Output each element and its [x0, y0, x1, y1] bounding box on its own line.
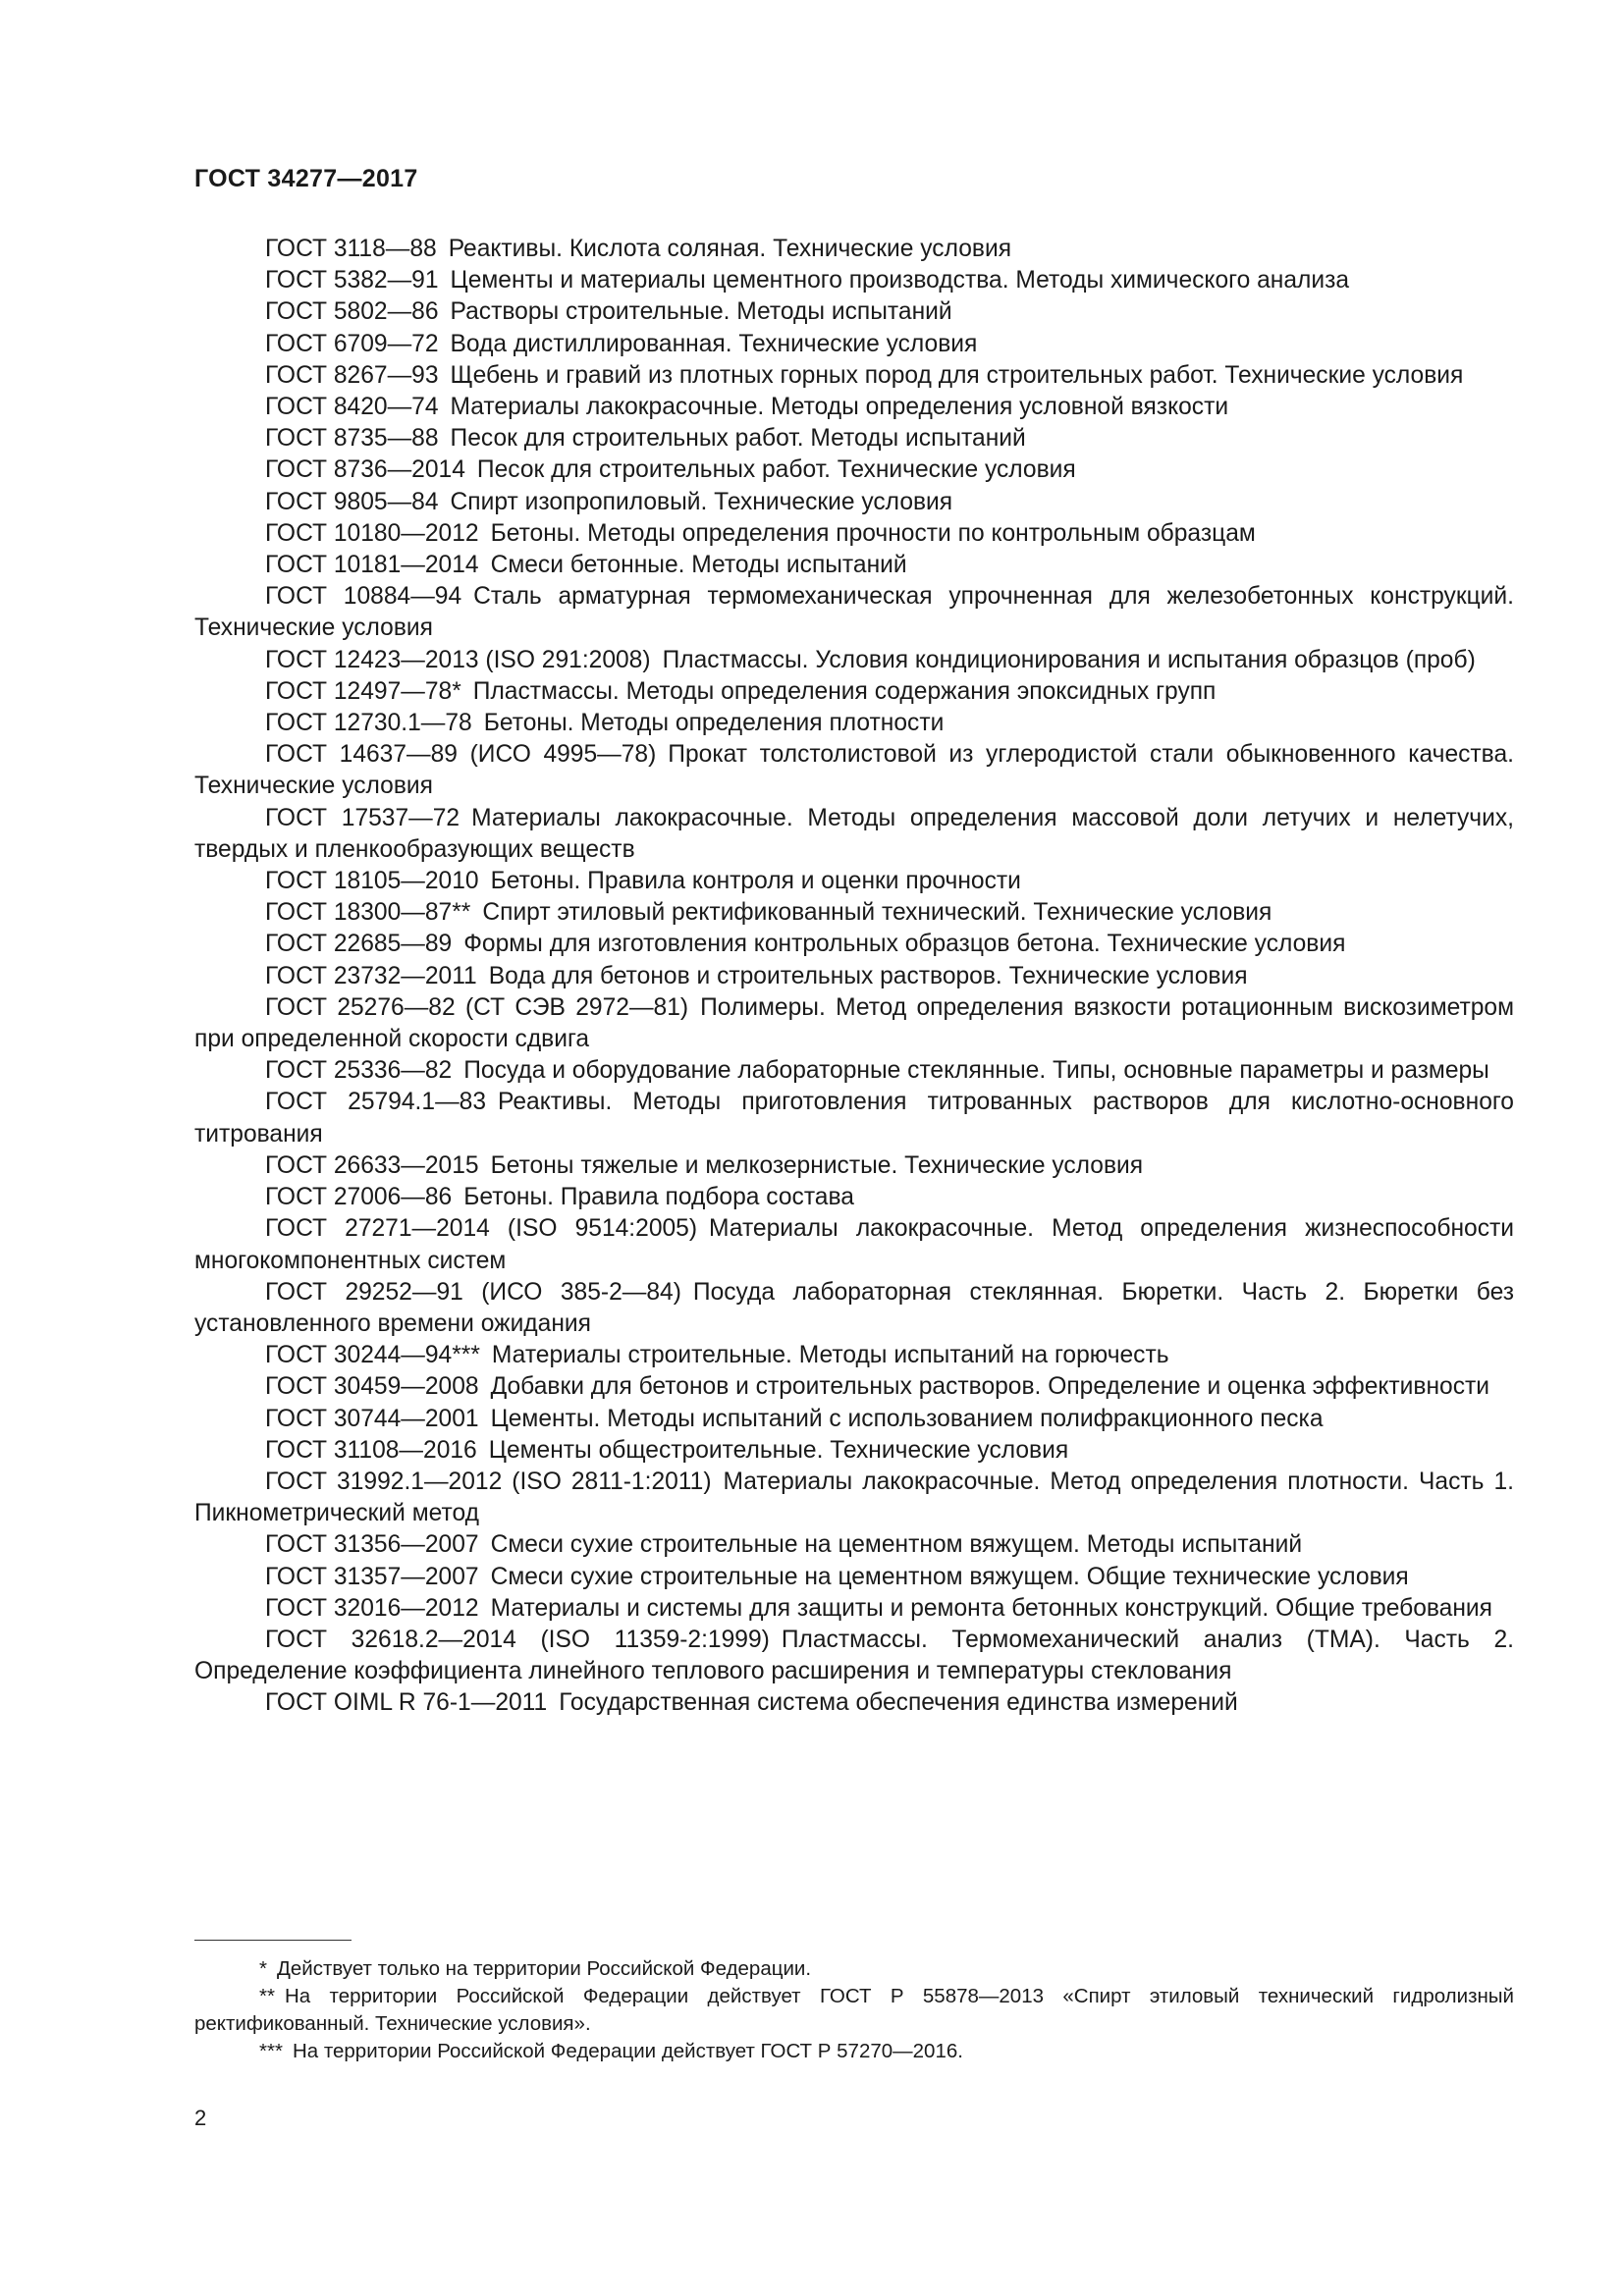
- reference-entry: [194, 550, 1514, 581]
- reference-code: ГОСТ 31356—2007: [265, 1531, 479, 1559]
- reference-title: Сталь арматурная термомеханическая упрочненная для железобетонных конструкций. Технические условия: [194, 583, 1514, 642]
- reference-entry: [194, 487, 1514, 518]
- reference-code: ГОСТ 9805—84: [265, 488, 439, 515]
- reference-title: Вода для бетонов и строительных растворов. Технические условия: [488, 962, 1248, 989]
- reference-code: ГОСТ 25794.1—83: [265, 1089, 487, 1116]
- reference-title: Материалы лакокрасочные. Методы определения массовой доли летучих и нелетучих, твердых и пленкообразующих веществ: [194, 804, 1514, 863]
- reference-code: ГОСТ 8735—88: [265, 425, 439, 453]
- reference-title: Песок для строительных работ. Методы испытаний: [450, 425, 1026, 453]
- reference-title: Прокат толстолистовой из углеродистой стали обыкновенного качества. Технические условия: [194, 741, 1514, 800]
- reference-entry: [194, 1087, 1514, 1149]
- reference-entry: [194, 961, 1514, 992]
- reference-code: ГОСТ 30459—2008: [265, 1373, 479, 1401]
- reference-title: Полимеры. Метод определения вязкости ротационным вискозиметром при определенной скорости сдвига: [194, 993, 1514, 1053]
- reference-code: ГОСТ OIML R 76-1—2011: [265, 1689, 548, 1717]
- reference-entry: [194, 1277, 1514, 1340]
- reference-title: Материалы и системы для защиты и ремонта бетонных конструкций. Общие требования: [490, 1594, 1492, 1622]
- reference-title: Цементы. Методы испытаний с использованием полифракционного песка: [490, 1405, 1324, 1432]
- reference-entry: [194, 423, 1514, 454]
- reference-entry: [194, 1055, 1514, 1087]
- reference-title: Посуда лабораторная стеклянная. Бюретки. Часть 2. Бюретки без установленного времени ожидания: [194, 1278, 1514, 1337]
- footnote-text: Действует только на территории Российской Федерации.: [276, 1957, 812, 1980]
- reference-title: Посуда и оборудование лабораторные стеклянные. Типы, основные параметры и размеры: [463, 1057, 1489, 1085]
- footnote-mark: **: [259, 1985, 275, 2007]
- reference-entry: [194, 992, 1514, 1055]
- reference-title: Пластмассы. Условия кондиционирования и испытания образцов (проб): [662, 646, 1476, 673]
- reference-entry: [194, 1182, 1514, 1213]
- reference-title: Спирт этиловый ректификованный технический. Технические условия: [482, 899, 1272, 927]
- reference-entry: [194, 265, 1514, 296]
- reference-code: ГОСТ 23732—2011: [265, 962, 477, 989]
- reference-code: ГОСТ 22685—89: [265, 931, 453, 958]
- reference-title: Реактивы. Кислота соляная. Технические условия: [448, 236, 1012, 262]
- reference-code: ГОСТ 17537—72: [265, 804, 460, 831]
- footnote-mark: ***: [259, 2040, 283, 2062]
- reference-entry: [194, 392, 1514, 423]
- reference-code: ГОСТ 26633—2015: [265, 1151, 479, 1179]
- footnote-text: На территории Российской Федерации действует ГОСТ Р 55878—2013 «Спирт этиловый технический гидролизный ректификованный. Технические условия».: [194, 1985, 1514, 2035]
- reference-title: Щебень и гравий из плотных горных пород для строительных работ. Технические условия: [450, 361, 1464, 389]
- reference-code: ГОСТ 6709—72: [265, 330, 439, 357]
- reference-entry: [194, 1625, 1514, 1687]
- reference-entry: [194, 645, 1514, 676]
- reference-title: Государственная система обеспечения единства измерений: [559, 1689, 1238, 1717]
- reference-entry: [194, 708, 1514, 739]
- reference-title: Бетоны. Правила контроля и оценки прочности: [490, 868, 1021, 895]
- reference-code: ГОСТ 18300—87**: [265, 899, 471, 927]
- reference-entry: [194, 296, 1514, 328]
- reference-code: ГОСТ 3118—88: [265, 236, 437, 262]
- reference-title: Материалы строительные. Методы испытаний на горючесть: [491, 1342, 1169, 1369]
- reference-code: ГОСТ 31108—2016: [265, 1436, 477, 1464]
- reference-code: ГОСТ 12497—78*: [265, 677, 461, 705]
- reference-title: Смеси сухие строительные на цементном вяжущем. Общие технические условия: [490, 1563, 1409, 1590]
- normative-references-list: [194, 234, 1514, 1720]
- reference-entry: [194, 1371, 1514, 1403]
- reference-entry: [194, 360, 1514, 392]
- reference-code: ГОСТ 5802—86: [265, 298, 439, 326]
- reference-title: Материалы лакокрасочные. Методы определения условной вязкости: [450, 394, 1229, 421]
- reference-entry: [194, 1529, 1514, 1561]
- reference-entry: [194, 739, 1514, 802]
- reference-entry: [194, 1404, 1514, 1435]
- reference-title: Спирт изопропиловый. Технические условия: [450, 488, 953, 515]
- reference-entry: [194, 234, 1514, 265]
- reference-code: ГОСТ 30244—94***: [265, 1342, 480, 1369]
- reference-title: Цементы и материалы цементного производства. Методы химического анализа: [450, 267, 1350, 294]
- reference-code: ГОСТ 25336—82: [265, 1057, 453, 1085]
- reference-code: ГОСТ 27271—2014 (ISO 9514:2005): [265, 1215, 698, 1243]
- footnote-text: На территории Российской Федерации действует ГОСТ Р 57270—2016.: [292, 2040, 963, 2062]
- footnote: [194, 2038, 1514, 2065]
- reference-code: ГОСТ 18105—2010: [265, 868, 479, 895]
- reference-entry: [194, 1435, 1514, 1467]
- reference-title: Бетоны тяжелые и мелкозернистые. Технические условия: [490, 1151, 1144, 1179]
- reference-title: Пластмассы. Термомеханический анализ (ТМА). Часть 2. Определение коэффициента линейного теплового расширения и температуры стеклования: [194, 1626, 1514, 1685]
- reference-title: Добавки для бетонов и строительных растворов. Определение и оценка эффективности: [490, 1373, 1490, 1401]
- footnote: [194, 1983, 1514, 2038]
- reference-entry: [194, 1467, 1514, 1529]
- footnote-mark: *: [259, 1957, 267, 1980]
- reference-code: ГОСТ 8420—74: [265, 394, 439, 421]
- reference-code: ГОСТ 27006—86: [265, 1184, 453, 1211]
- reference-title: Бетоны. Методы определения прочности по контрольным образцам: [490, 519, 1256, 547]
- reference-title: Цементы общестроительные. Технические условия: [488, 1436, 1069, 1464]
- reference-entry: [194, 1687, 1514, 1719]
- reference-code: ГОСТ 10884—94: [265, 583, 462, 611]
- reference-title: Реактивы. Методы приготовления титрованных растворов для кислотно-основного титрования: [194, 1089, 1514, 1148]
- reference-code: ГОСТ 10180—2012: [265, 519, 479, 547]
- reference-title: Песок для строительных работ. Технические условия: [476, 456, 1076, 484]
- reference-title: Материалы лакокрасочные. Метод определения плотности. Часть 1. Пикнометрический метод: [194, 1468, 1514, 1527]
- reference-code: ГОСТ 32618.2—2014 (ISO 11359-2:1999): [265, 1626, 770, 1653]
- reference-code: ГОСТ 5382—91: [265, 267, 439, 294]
- reference-entry: [194, 866, 1514, 897]
- footnote-divider: [194, 1940, 352, 1941]
- reference-title: Бетоны. Правила подбора состава: [463, 1184, 854, 1211]
- reference-code: ГОСТ 32016—2012: [265, 1594, 479, 1622]
- reference-entry: [194, 1340, 1514, 1371]
- reference-code: ГОСТ 8736—2014: [265, 456, 465, 484]
- reference-title: Формы для изготовления контрольных образцов бетона. Технические условия: [463, 931, 1346, 958]
- page-number: 2: [194, 2106, 207, 2130]
- reference-code: ГОСТ 8267—93: [265, 361, 439, 389]
- reference-entry: [194, 518, 1514, 550]
- reference-entry: [194, 1150, 1514, 1182]
- reference-title: Бетоны. Методы определения плотности: [483, 710, 945, 737]
- reference-entry: [194, 329, 1514, 360]
- reference-entry: [194, 676, 1514, 708]
- reference-title: Материалы лакокрасочные. Метод определения жизнеспособности многокомпонентных систем: [194, 1215, 1514, 1274]
- footnote: [194, 1955, 1514, 1983]
- reference-entry: [194, 454, 1514, 486]
- reference-title: Вода дистиллированная. Технические условия: [450, 330, 978, 357]
- reference-entry: [194, 897, 1514, 929]
- reference-code: ГОСТ 14637—89 (ИСО 4995—78): [265, 741, 657, 769]
- reference-title: Смеси сухие строительные на цементном вяжущем. Методы испытаний: [490, 1531, 1303, 1559]
- reference-code: ГОСТ 12423—2013 (ISO 291:2008): [265, 646, 651, 673]
- document-header: ГОСТ 34277—2017: [194, 165, 418, 192]
- reference-code: ГОСТ 29252—91 (ИСО 385-2—84): [265, 1278, 681, 1306]
- reference-entry: [194, 1213, 1514, 1276]
- reference-code: ГОСТ 31357—2007: [265, 1563, 479, 1590]
- reference-entry: [194, 581, 1514, 644]
- reference-code: ГОСТ 25276—82 (СТ СЭВ 2972—81): [265, 993, 689, 1021]
- reference-code: ГОСТ 12730.1—78: [265, 710, 472, 737]
- reference-entry: [194, 1562, 1514, 1593]
- reference-entry: [194, 929, 1514, 960]
- reference-entry: [194, 803, 1514, 866]
- reference-title: Смеси бетонные. Методы испытаний: [490, 552, 907, 579]
- reference-title: Пластмассы. Методы определения содержания эпоксидных групп: [472, 677, 1217, 705]
- reference-code: ГОСТ 10181—2014: [265, 552, 479, 579]
- reference-code: ГОСТ 30744—2001: [265, 1405, 479, 1432]
- reference-entry: [194, 1593, 1514, 1625]
- footnotes: [194, 1955, 1514, 2065]
- reference-title: Растворы строительные. Методы испытаний: [450, 298, 952, 326]
- reference-code: ГОСТ 31992.1—2012 (ISO 2811-1:2011): [265, 1468, 712, 1495]
